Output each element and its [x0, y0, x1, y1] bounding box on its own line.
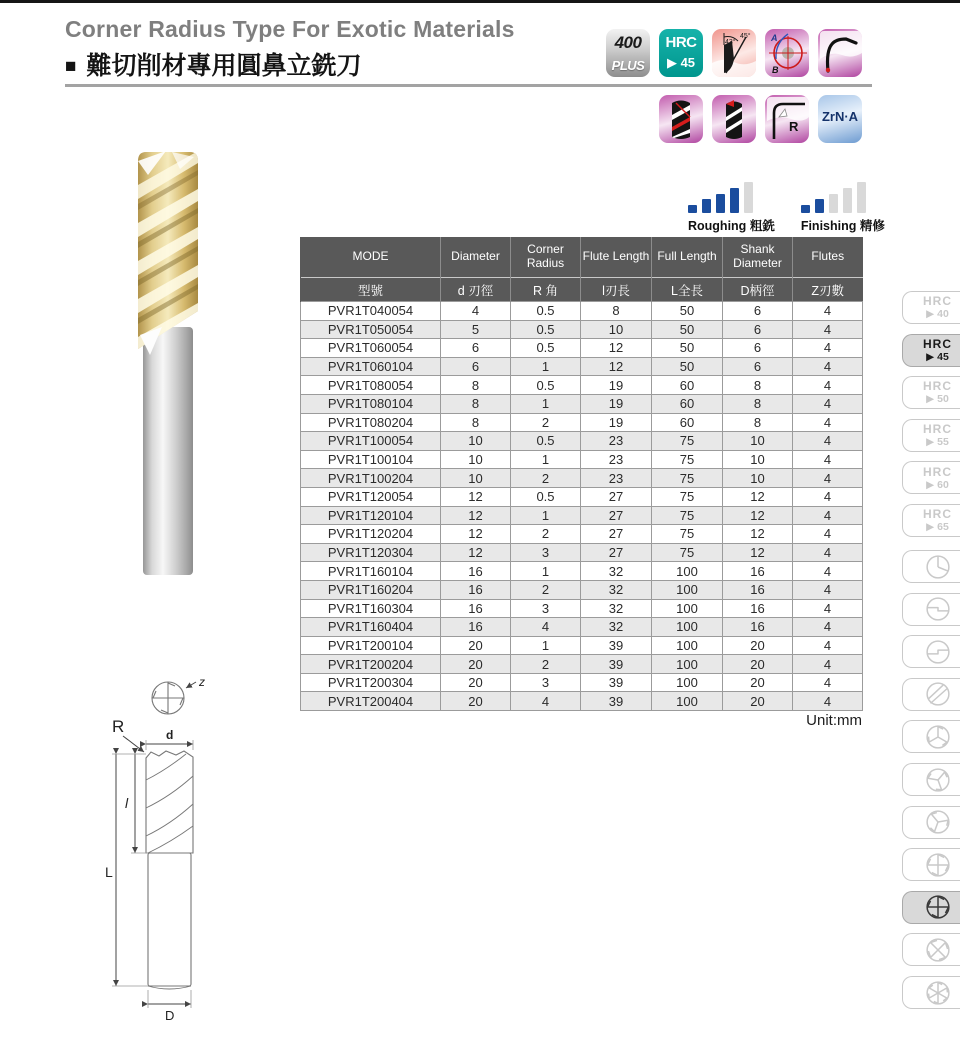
value-cell: 100 [652, 599, 723, 618]
value-cell: 8 [723, 376, 793, 395]
value-cell: 4 [511, 692, 581, 711]
flute-type-tab-4[interactable] [902, 678, 960, 711]
table-row [301, 599, 863, 618]
header-divider [65, 84, 872, 87]
value-cell: 12 [441, 487, 511, 506]
column-header-en: MODE [301, 237, 441, 278]
column-header-zh: l刃長 [581, 278, 652, 302]
top-border [0, 0, 960, 3]
value-cell: 39 [581, 692, 652, 711]
value-cell: 0.5 [511, 339, 581, 358]
badge-coating [818, 95, 862, 143]
side-view [146, 751, 193, 989]
value-cell: 20 [441, 692, 511, 711]
table-row [301, 506, 863, 525]
value-cell: 12 [441, 506, 511, 525]
value-cell: 4 [793, 357, 863, 376]
spec-table-body [301, 302, 863, 711]
column-header-zh: Z刃數 [793, 278, 863, 302]
feature-badges-row1 [606, 29, 862, 77]
value-cell: 20 [441, 655, 511, 674]
column-header-en: Flutes [793, 237, 863, 278]
model-cell: PVR1T120304 [301, 543, 441, 562]
table-row [301, 432, 863, 451]
column-header-zh: D柄徑 [723, 278, 793, 302]
corner-profile-icon [818, 29, 862, 77]
flute-3b-icon [923, 765, 953, 795]
flute-2a-icon [923, 552, 953, 582]
model-cell: PVR1T100204 [301, 469, 441, 488]
flute-type-tab-8[interactable] [902, 848, 960, 881]
table-row [301, 636, 863, 655]
table-row [301, 320, 863, 339]
value-cell: 39 [581, 655, 652, 674]
value-cell: 6 [723, 302, 793, 321]
table-row [301, 413, 863, 432]
table-row [301, 673, 863, 692]
runout-icon [765, 29, 809, 77]
value-cell: 27 [581, 506, 652, 525]
unit-note: Unit:mm [806, 712, 862, 729]
hrc-tab-label: HRC [923, 507, 952, 522]
table-header-row-en [301, 237, 863, 278]
value-cell: 60 [652, 413, 723, 432]
value-cell: 0.5 [511, 432, 581, 451]
value-cell: 1 [511, 636, 581, 655]
model-cell: PVR1T160304 [301, 599, 441, 618]
level-bar [730, 188, 739, 213]
value-cell: 19 [581, 413, 652, 432]
badge-end-mill [712, 95, 756, 143]
value-cell: 27 [581, 525, 652, 544]
flute-2b-icon [923, 594, 953, 624]
table-header-row-zh [301, 278, 863, 302]
svg-text:D: D [165, 1008, 175, 1023]
value-cell: 50 [652, 302, 723, 321]
model-cell: PVR1T200304 [301, 673, 441, 692]
value-cell: 100 [652, 673, 723, 692]
coating-label: ZrN·A [821, 109, 859, 124]
value-cell: 4 [793, 469, 863, 488]
value-cell: 8 [441, 394, 511, 413]
svg-text:43°: 43° [725, 39, 736, 46]
value-cell: 19 [581, 376, 652, 395]
model-cell: PVR1T050054 [301, 320, 441, 339]
value-cell: 4 [793, 655, 863, 674]
column-header-en: Flute Length [581, 237, 652, 278]
badge-corner-profile [818, 29, 862, 77]
hrc-tab-label: HRC [923, 294, 952, 309]
table-row [301, 543, 863, 562]
value-cell: 3 [511, 599, 581, 618]
svg-text:B: B [772, 65, 779, 75]
column-header-en: Shank Diameter [723, 237, 793, 278]
model-cell: PVR1T080104 [301, 394, 441, 413]
value-cell: 12 [581, 339, 652, 358]
flute-3c-icon [923, 807, 953, 837]
value-cell: 75 [652, 506, 723, 525]
value-cell: 20 [723, 692, 793, 711]
flute-3a-icon [923, 722, 953, 752]
value-cell: 1 [511, 562, 581, 581]
title-bullet: ■ [65, 56, 77, 77]
badge-runout-ab [765, 29, 809, 77]
table-row [301, 339, 863, 358]
table-row [301, 562, 863, 581]
value-cell: 2 [511, 413, 581, 432]
model-cell: PVR1T200204 [301, 655, 441, 674]
value-cell: 12 [723, 525, 793, 544]
value-cell: 4 [441, 302, 511, 321]
table-row [301, 376, 863, 395]
hrc-tab-label: HRC [923, 379, 952, 394]
value-cell: 10 [723, 469, 793, 488]
value-cell: 4 [793, 450, 863, 469]
value-cell: 100 [652, 580, 723, 599]
value-cell: 32 [581, 618, 652, 637]
hrc-tab-value: ▶ 55 [926, 436, 949, 449]
column-header-zh: L全長 [652, 278, 723, 302]
model-cell: PVR1T120054 [301, 487, 441, 506]
table-row [301, 655, 863, 674]
value-cell: 60 [652, 394, 723, 413]
level-bar [843, 188, 852, 213]
model-cell: PVR1T100104 [301, 450, 441, 469]
model-cell: PVR1T080204 [301, 413, 441, 432]
column-header-en: Diameter [441, 237, 511, 278]
model-cell: PVR1T160104 [301, 562, 441, 581]
badge-corner-r [765, 95, 809, 143]
flute-type-tab-7[interactable] [902, 806, 960, 839]
svg-text:L: L [105, 864, 113, 880]
value-cell: 16 [441, 580, 511, 599]
value-cell: 8 [441, 376, 511, 395]
level-bar [815, 199, 824, 213]
performance-indicators [688, 179, 885, 234]
value-cell: 75 [652, 432, 723, 451]
value-cell: 10 [441, 469, 511, 488]
badge-gash-angle [712, 29, 756, 77]
value-cell: 100 [652, 655, 723, 674]
value-cell: 10 [441, 450, 511, 469]
value-cell: 0.5 [511, 302, 581, 321]
value-cell: 6 [441, 357, 511, 376]
table-row [301, 580, 863, 599]
value-cell: 75 [652, 469, 723, 488]
model-cell: PVR1T120104 [301, 506, 441, 525]
value-cell: 75 [652, 543, 723, 562]
svg-text:l: l [125, 795, 129, 811]
flute-type-tab-1[interactable] [902, 550, 960, 583]
svg-text:z: z [199, 675, 205, 689]
feature-badges-row2 [659, 95, 862, 143]
end-view [152, 682, 184, 714]
value-cell: 4 [793, 692, 863, 711]
page-title-en: Corner Radius Type For Exotic Materials [65, 16, 515, 42]
level-bar [702, 199, 711, 213]
value-cell: 16 [723, 562, 793, 581]
value-cell: 4 [793, 599, 863, 618]
column-header-zh: d 刃徑 [441, 278, 511, 302]
svg-text:R: R [112, 717, 125, 736]
value-cell: 0.5 [511, 376, 581, 395]
table-row [301, 469, 863, 488]
value-cell: 75 [652, 450, 723, 469]
hrc-tab-40[interactable] [902, 291, 960, 324]
model-cell: PVR1T120204 [301, 525, 441, 544]
value-cell: 16 [441, 618, 511, 637]
model-cell: PVR1T060104 [301, 357, 441, 376]
column-header-en: Full Length [652, 237, 723, 278]
page-title-zh [65, 46, 362, 82]
flute-type-tab-9[interactable] [902, 891, 960, 924]
corner-r-icon [765, 95, 809, 143]
value-cell: 2 [511, 580, 581, 599]
title-zh-text: 難切削材專用圓鼻立銑刀 [86, 52, 362, 80]
svg-text:A: A [771, 33, 778, 43]
table-row [301, 525, 863, 544]
value-cell: 2 [511, 655, 581, 674]
value-cell: 4 [793, 394, 863, 413]
flute-4x-icon [923, 935, 953, 965]
roughing-bars [688, 179, 775, 213]
value-cell: 50 [652, 357, 723, 376]
value-cell: 4 [793, 525, 863, 544]
hrc-tab-value: ▶ 65 [926, 521, 949, 534]
value-cell: 1 [511, 450, 581, 469]
flute-type-tab-6[interactable] [902, 763, 960, 796]
finishing-label: Finishing 精修 [800, 219, 885, 233]
badge-variable-helix [659, 95, 703, 143]
flute-type-tab-2[interactable] [902, 593, 960, 626]
value-cell: 16 [723, 599, 793, 618]
hrc-tab-50[interactable] [902, 376, 960, 409]
hrc-tab-65[interactable] [902, 504, 960, 537]
value-cell: 75 [652, 525, 723, 544]
value-cell: 16 [441, 562, 511, 581]
value-cell: 23 [581, 432, 652, 451]
badge-plus-label: PLUS [611, 58, 645, 73]
table-row [301, 450, 863, 469]
value-cell: 8 [581, 302, 652, 321]
value-cell: 4 [793, 339, 863, 358]
value-cell: 16 [723, 580, 793, 599]
flute-2c-icon [923, 637, 953, 667]
value-cell: 20 [441, 673, 511, 692]
value-cell: 1 [511, 394, 581, 413]
model-cell: PVR1T060054 [301, 339, 441, 358]
value-cell: 27 [581, 543, 652, 562]
badge-400-plus [606, 29, 650, 77]
value-cell: 10 [441, 432, 511, 451]
value-cell: 75 [652, 487, 723, 506]
value-cell: 6 [723, 339, 793, 358]
table-row [301, 618, 863, 637]
value-cell: 19 [581, 394, 652, 413]
value-cell: 1 [511, 357, 581, 376]
svg-text:45°: 45° [740, 33, 751, 40]
value-cell: 39 [581, 636, 652, 655]
hrc-tab-label: HRC [923, 336, 952, 351]
flute-type-tab-10[interactable] [902, 933, 960, 966]
value-cell: 12 [441, 525, 511, 544]
badge-hrc45 [659, 29, 703, 77]
value-cell: 60 [652, 376, 723, 395]
level-bar [829, 194, 838, 213]
table-row [301, 692, 863, 711]
table-row [301, 394, 863, 413]
value-cell: 12 [723, 487, 793, 506]
value-cell: 0.5 [511, 487, 581, 506]
badge-hrc-label: HRC [665, 34, 697, 51]
value-cell: 10 [723, 432, 793, 451]
level-bar [716, 194, 725, 213]
flute-type-tab-11[interactable] [902, 976, 960, 1009]
value-cell: 10 [723, 450, 793, 469]
value-cell: 39 [581, 673, 652, 692]
value-cell: 4 [793, 413, 863, 432]
model-cell: PVR1T160404 [301, 618, 441, 637]
svg-text:d: d [166, 728, 174, 742]
flute-6-icon [923, 978, 953, 1008]
roughing-indicator [688, 179, 775, 234]
variable-helix-icon [659, 95, 703, 143]
value-cell: 16 [441, 599, 511, 618]
value-cell: 23 [581, 450, 652, 469]
value-cell: 8 [441, 413, 511, 432]
value-cell: 4 [793, 432, 863, 451]
hrc-tab-value: ▶ 40 [926, 308, 949, 321]
value-cell: 12 [723, 543, 793, 562]
flute-type-tab-3[interactable] [902, 635, 960, 668]
value-cell: 1 [511, 506, 581, 525]
value-cell: 3 [511, 543, 581, 562]
value-cell: 100 [652, 692, 723, 711]
value-cell: 50 [652, 320, 723, 339]
model-cell: PVR1T200104 [301, 636, 441, 655]
table-row [301, 487, 863, 506]
end-mill-icon [712, 95, 756, 143]
roughing-label: Roughing 粗銑 [688, 219, 775, 233]
value-cell: 23 [581, 469, 652, 488]
value-cell: 4 [793, 580, 863, 599]
value-cell: 2 [511, 469, 581, 488]
model-cell: PVR1T080054 [301, 376, 441, 395]
svg-text:R: R [789, 119, 799, 134]
value-cell: 4 [793, 320, 863, 339]
model-cell: PVR1T200404 [301, 692, 441, 711]
model-cell: PVR1T100054 [301, 432, 441, 451]
spec-table [300, 237, 863, 711]
hrc-tab-60[interactable] [902, 461, 960, 494]
value-cell: 12 [441, 543, 511, 562]
value-cell: 4 [793, 506, 863, 525]
flute-2d-icon [923, 679, 953, 709]
value-cell: 8 [723, 413, 793, 432]
hrc-tab-55[interactable] [902, 419, 960, 452]
value-cell: 6 [441, 339, 511, 358]
flute-4a-icon [923, 850, 953, 880]
value-cell: 4 [793, 562, 863, 581]
value-cell: 8 [723, 394, 793, 413]
column-header-zh: R 角 [511, 278, 581, 302]
value-cell: 100 [652, 636, 723, 655]
flute-4b-icon [923, 892, 953, 922]
spec-table-head [301, 237, 863, 302]
value-cell: 20 [723, 673, 793, 692]
model-cell: PVR1T040054 [301, 302, 441, 321]
value-cell: 12 [723, 506, 793, 525]
value-cell: 100 [652, 618, 723, 637]
value-cell: 20 [441, 636, 511, 655]
hrc-tab-value: ▶ 60 [926, 478, 949, 491]
hrc-tab-label: HRC [923, 464, 952, 479]
value-cell: 4 [793, 636, 863, 655]
value-cell: 32 [581, 580, 652, 599]
column-header-en: Corner Radius [511, 237, 581, 278]
value-cell: 3 [511, 673, 581, 692]
level-bar [688, 205, 697, 213]
value-cell: 20 [723, 655, 793, 674]
technical-drawing [56, 658, 291, 1037]
gash-angle-icon [712, 29, 756, 77]
value-cell: 4 [511, 618, 581, 637]
column-header-zh: 型號 [301, 278, 441, 302]
table-row [301, 357, 863, 376]
level-bar [801, 205, 810, 213]
value-cell: 100 [652, 562, 723, 581]
value-cell: 4 [793, 376, 863, 395]
hrc-tab-value: ▶ 45 [926, 350, 949, 363]
value-cell: 6 [723, 320, 793, 339]
value-cell: 4 [793, 487, 863, 506]
finishing-indicator [801, 179, 885, 234]
value-cell: 4 [793, 673, 863, 692]
value-cell: 32 [581, 599, 652, 618]
table-row [301, 302, 863, 321]
model-cell: PVR1T160204 [301, 580, 441, 599]
badge-hrc-value: ▶ 45 [666, 55, 696, 70]
value-cell: 4 [793, 302, 863, 321]
badge-400-label: 400 [614, 33, 642, 52]
value-cell: 16 [723, 618, 793, 637]
product-photo [136, 149, 200, 581]
value-cell: 4 [793, 543, 863, 562]
value-cell: 50 [652, 339, 723, 358]
hrc-tab-45[interactable] [902, 334, 960, 367]
value-cell: 10 [581, 320, 652, 339]
value-cell: 2 [511, 525, 581, 544]
value-cell: 5 [441, 320, 511, 339]
finishing-bars [801, 179, 885, 213]
level-bar [744, 182, 753, 213]
value-cell: 6 [723, 357, 793, 376]
hrc-tab-value: ▶ 50 [926, 393, 949, 406]
value-cell: 20 [723, 636, 793, 655]
flute-type-tab-5[interactable] [902, 720, 960, 753]
value-cell: 32 [581, 562, 652, 581]
value-cell: 0.5 [511, 320, 581, 339]
value-cell: 4 [793, 618, 863, 637]
hrc-tab-label: HRC [923, 422, 952, 437]
value-cell: 12 [581, 357, 652, 376]
level-bar [857, 182, 866, 213]
value-cell: 27 [581, 487, 652, 506]
